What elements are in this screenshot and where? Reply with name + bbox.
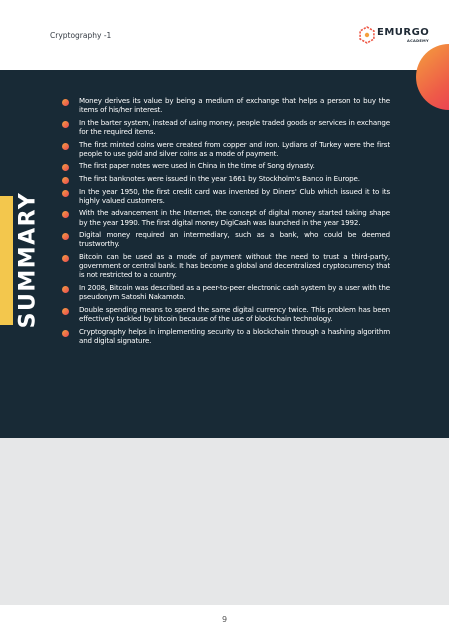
brand-logo (358, 24, 438, 48)
bullet-icon (62, 308, 69, 315)
list-item-text: In the year 1950, the first credit card was invented by Diners' Club which issued it to its highly valued customers. (79, 186, 390, 205)
bullet-icon (62, 143, 69, 150)
list-item (62, 96, 390, 114)
bullet-icon (62, 190, 69, 197)
emurgo-logo-icon (358, 26, 376, 44)
list-item-text: In the barter system, instead of using money, people traded goods or services in exchange for the required items. (79, 117, 390, 136)
bullet-icon (62, 255, 69, 262)
bullet-icon (62, 99, 69, 106)
section-label: SUMMARY (15, 191, 41, 329)
list-item (62, 230, 390, 248)
bullet-icon (62, 233, 69, 240)
list-item-text: The first banknotes were issued in the year 1661 by Stockholm's Banco in Europe. (79, 173, 360, 183)
list-item-text: The first paper notes were used in China in the time of Song dynasty. (79, 161, 315, 171)
list-item-text: In 2008, Bitcoin was described as a peer-to-peer electronic cash system by a user with the pseudonym Satoshi Nakamoto. (79, 282, 390, 302)
summary-list (62, 96, 390, 348)
list-item-text: Money derives its value by being a medium of exchange that helps a person to buy the items of his/her interest. (79, 96, 390, 115)
bullet-icon (62, 330, 69, 337)
brand-subtitle: ACADEMY (407, 39, 429, 43)
list-item (62, 187, 390, 205)
list-item (62, 305, 390, 323)
blank-gray-area (0, 438, 449, 605)
list-item (62, 174, 390, 183)
list-item-text: Bitcoin can be used as a mode of payment without the need to trust a third-party, government or central bank. It has become a global and decentralized cryptocurrency that is not restricted to a country. (79, 251, 390, 280)
accent-bar (0, 196, 13, 325)
bullet-icon (62, 121, 69, 128)
list-item (62, 327, 390, 345)
list-item (62, 208, 390, 226)
list-item (62, 161, 390, 170)
bullet-icon (62, 164, 69, 171)
list-item-text: Double spending means to spend the same digital currency twice. This problem has been effectively tackled by bitcoin because of the use of blockchain technology. (79, 304, 390, 323)
bullet-icon (62, 177, 69, 184)
document-title: Cryptography -1 (50, 31, 112, 40)
list-item (62, 140, 390, 158)
list-item-text: Digital money required an intermediary, such as a bank, who could be deemed trustworthy. (79, 230, 390, 249)
brand-name: EMURGO (377, 27, 430, 38)
list-item-text: The first minted coins were created from copper and iron. Lydians of Turkey were the first people to use gold and silver coins as a mode of payment. (79, 139, 390, 158)
list-item (62, 252, 390, 280)
list-item-text: With the advancement in the Internet, the concept of digital money started taking shape by the year 1990. The first digital money DigiCash was launched in the year 1992. (79, 208, 390, 227)
list-item-text: Cryptography helps in implementing security to a blockchain through a hashing algorithm and digital signature. (79, 326, 390, 345)
list-item (62, 283, 390, 301)
bullet-icon (62, 211, 69, 218)
page-number: 9 (221, 615, 228, 624)
bullet-icon (62, 286, 69, 293)
list-item (62, 118, 390, 136)
